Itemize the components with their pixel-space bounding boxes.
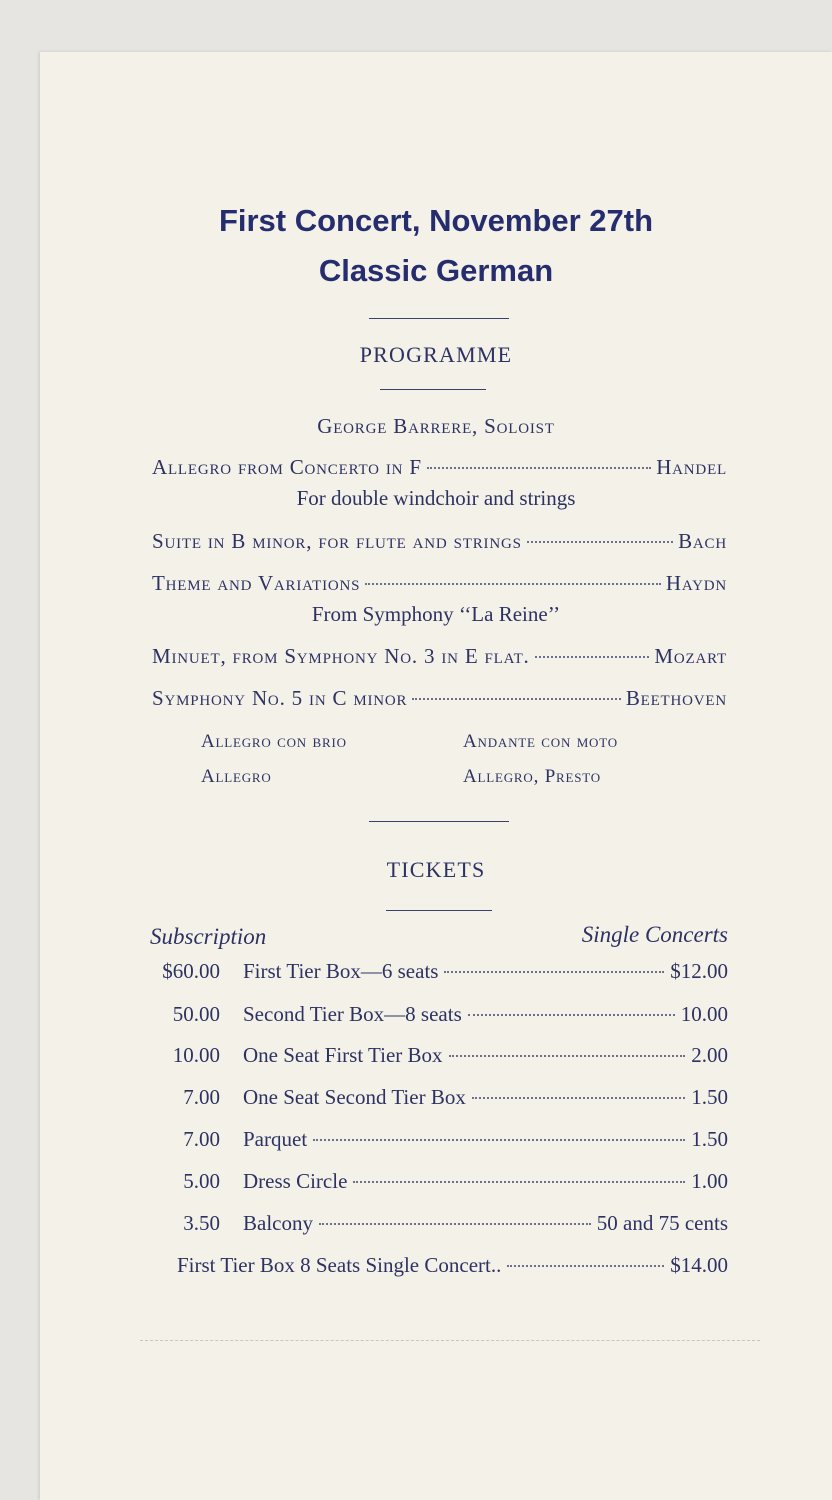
work-title: Minuet, from Symphony No. 3 in E flat. — [152, 644, 530, 668]
dot-leader — [353, 1181, 685, 1183]
seat-type: Parquet — [243, 1127, 308, 1151]
dot-leader — [365, 583, 661, 585]
divider — [369, 821, 509, 822]
programme-item — [152, 571, 727, 599]
concert-subtitle: Classic German — [318, 253, 554, 288]
dot-leader — [535, 656, 650, 658]
programme-heading: PROGRAMME — [359, 342, 513, 367]
dot-leader — [319, 1223, 591, 1225]
page-fold-line — [140, 1340, 760, 1341]
soloist-line: George Barrere, Soloist — [317, 414, 555, 438]
dot-leader — [468, 1014, 675, 1016]
dot-leader — [412, 698, 620, 700]
work-title: Suite in B minor, for flute and strings — [152, 529, 522, 553]
single-concerts-header: Single Concerts — [581, 922, 728, 947]
single-price: 1.00 — [691, 1169, 728, 1193]
footer-price: $14.00 — [670, 1253, 728, 1277]
subscription-header: Subscription — [150, 924, 267, 949]
ticket-row — [148, 1127, 728, 1155]
movement: Allegro — [201, 766, 272, 787]
composer: Handel — [656, 455, 727, 479]
tickets-heading: TICKETS — [386, 857, 486, 882]
ticket-footer-row — [177, 1253, 728, 1281]
ticket-row — [148, 1085, 728, 1113]
work-note: For double windchoir and strings — [296, 486, 576, 510]
work-title: Symphony No. 5 in C minor — [152, 686, 408, 710]
ticket-row — [148, 959, 728, 987]
seat-type: One Seat Second Tier Box — [243, 1085, 466, 1109]
dot-leader — [507, 1265, 664, 1267]
subscription-price: 7.00 — [183, 1085, 220, 1109]
subscription-price: $60.00 — [162, 959, 220, 983]
single-price: $12.00 — [670, 959, 728, 983]
seat-type: Dress Circle — [243, 1169, 348, 1193]
dot-leader — [427, 467, 651, 469]
divider — [380, 389, 486, 390]
seat-type: One Seat First Tier Box — [243, 1043, 443, 1067]
single-price: 1.50 — [691, 1085, 728, 1109]
concert-title: First Concert, November 27th — [218, 203, 654, 238]
subscription-price: 3.50 — [183, 1211, 220, 1235]
ticket-row — [148, 1211, 728, 1239]
divider — [369, 318, 509, 319]
dot-leader — [527, 541, 673, 543]
programme-item — [152, 686, 727, 714]
subscription-price: 5.00 — [183, 1169, 220, 1193]
subscription-price: 50.00 — [172, 1002, 220, 1026]
programme-item — [152, 529, 727, 557]
ticket-row — [148, 1002, 728, 1030]
movement: Allegro con brio — [201, 731, 347, 752]
programme-item — [152, 644, 727, 672]
dot-leader — [313, 1139, 685, 1141]
movement: Allegro, Presto — [463, 766, 601, 787]
composer: Haydn — [665, 571, 727, 595]
single-price: 50 and 75 cents — [596, 1211, 728, 1235]
dot-leader — [472, 1097, 685, 1099]
ticket-row — [148, 1043, 728, 1071]
dot-leader — [449, 1055, 686, 1057]
seat-type: Balcony — [243, 1211, 313, 1235]
work-note: From Symphony ‘‘La Reine’’ — [311, 602, 561, 626]
single-price: 10.00 — [680, 1002, 728, 1026]
movement: Andante con moto — [463, 731, 618, 752]
seat-type: First Tier Box—6 seats — [243, 959, 439, 983]
ticket-row — [148, 1169, 728, 1197]
composer: Mozart — [654, 644, 727, 668]
single-price: 1.50 — [691, 1127, 728, 1151]
work-title: Theme and Variations — [152, 571, 361, 595]
programme-item — [152, 455, 727, 483]
dot-leader — [444, 971, 664, 973]
composer: Bach — [678, 529, 727, 553]
seat-type: Second Tier Box—8 seats — [243, 1002, 462, 1026]
subscription-price: 7.00 — [183, 1127, 220, 1151]
composer: Beethoven — [625, 686, 727, 710]
single-price: 2.00 — [691, 1043, 728, 1067]
divider — [386, 910, 492, 911]
work-title: Allegro from Concerto in F — [152, 455, 422, 479]
subscription-price: 10.00 — [172, 1043, 220, 1067]
footer-item: First Tier Box 8 Seats Single Concert.. — [177, 1253, 502, 1277]
